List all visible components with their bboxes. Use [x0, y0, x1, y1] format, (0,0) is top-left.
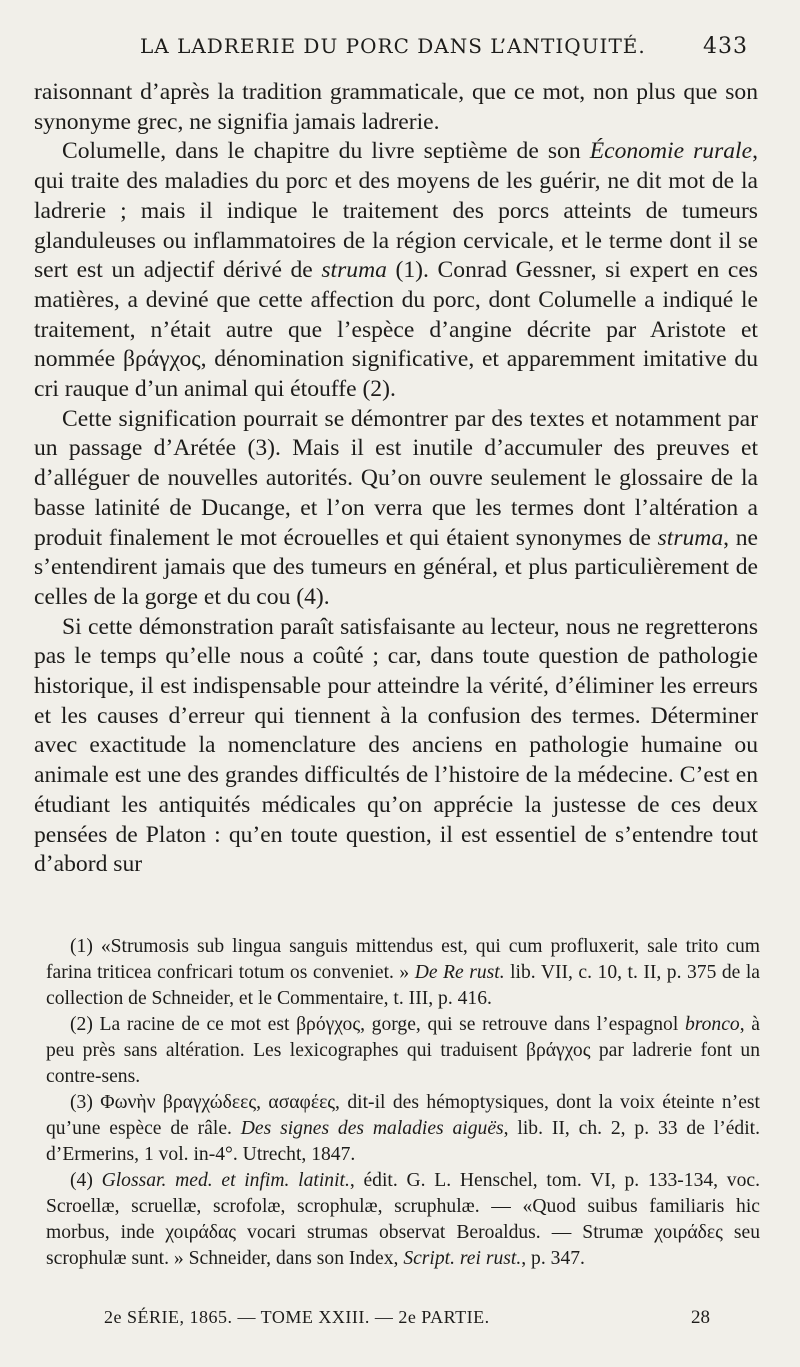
- text-run: lib. VII, c. 10, t. II, p. 375 de la collection de Schneider, et le Commentaire, t. III, p. 416.: [46, 962, 760, 1009]
- paragraph: [34, 137, 758, 404]
- italic-text: Des signes des maladies aiguës: [240, 1118, 504, 1139]
- text-run: , édit. G. L. Henschel, tom. VI, p. 133-134, voc. Scroellæ, scruellæ, scrofolæ, scrophulæ, scruphulæ. — «Quod suibus familiaris hic morbus, inde χοιράδας vocari strumas observat Beroaldus. — Strumæ χοιράδες seu scrophulæ sunt. » Schneider, dans son Index,: [46, 1170, 761, 1269]
- italic-text: Script. rei rust.: [403, 1248, 522, 1269]
- text-run: , p. 347.: [521, 1248, 585, 1269]
- text-run: (1). Conrad Gessner, si expert en ces matières, a deviné que cette affection du porc, dont Columelle a indiqué le traitement, n’était autre que l’espèce d’angine décrite par Aristote et nommée βράγχος, dénomination significative, et apparemment imitative du cri rauque d’un animal qui étouffe (2).: [34, 257, 758, 403]
- paragraph: [34, 78, 758, 137]
- page-footer: [104, 1307, 710, 1335]
- text-run: raisonnant d’après la tradition grammaticale, que ce mot, non plus que son synonyme grec, ne signifia jamais ladrerie.: [34, 79, 758, 135]
- italic-text: Glossar. med. et infim. latinit.: [101, 1170, 350, 1191]
- italic-text: Économie rurale: [589, 138, 753, 165]
- page-number: 433: [703, 34, 748, 59]
- series-line: 2e SÉRIE, 1865. — TOME XXIII. — 2e PARTIE.: [104, 1307, 490, 1327]
- footnote: [46, 1090, 760, 1168]
- paragraph: [34, 405, 758, 613]
- italic-text: De Re rust.: [414, 962, 505, 983]
- main-text: [34, 78, 758, 880]
- italic-text: struma: [657, 524, 724, 551]
- italic-text: bronco: [684, 1014, 740, 1035]
- text-run: (1) «Strumosis sub lingua sanguis mittendus est, qui cum profluxerit, sale trito cum farina triticea confricari totum os conveniet. »: [46, 936, 760, 983]
- text-run: , ne s’entendirent jamais que des tumeurs en général, et plus particulièrement de celles de la gorge et du cou (4).: [34, 524, 758, 610]
- text-run: , lib. II, ch. 2, p. 33 de l’édit. d’Ermerins, 1 vol. in-4°. Utrecht, 1847.: [46, 1118, 761, 1165]
- text-run: Columelle, dans le chapitre du livre septième de son: [62, 138, 590, 165]
- footnote: [46, 1168, 760, 1272]
- footnote: [46, 1012, 760, 1090]
- text-run: (3) Φωνὴν βραγχώδεες, ασαφέες, dit-il des hémoptysiques, dont la voix éteinte n’est qu’une espèce de râle.: [46, 1092, 760, 1139]
- footnotes: [46, 934, 760, 1272]
- running-header: [140, 34, 748, 68]
- paragraph: [34, 613, 758, 880]
- text-run: Si cette démonstration paraît satisfaisante au lecteur, nous ne regretterons pas le temps qu’elle nous a coûté ; car, dans toute question de pathologie historique, il est indispensable pour atteindre la vérité, d’éliminer les erreurs et les causes d’erreur qui tiennent à la confusion des termes. Déterminer avec exactitude la nomenclature des anciens en pathologie humaine ou animale est une des grandes difficultés de l’histoire de la médecine. C’est en étudiant les antiquités médicales qu’on apprécie la justesse de ces deux pensées de Platon : qu’en toute question, il est essentiel de s’entendre tout d’abord sur: [34, 613, 758, 878]
- italic-text: struma: [321, 257, 387, 284]
- text-run: Cette signification pourrait se démontrer par des textes et notamment par un passage d’Arétée (3). Mais il est inutile d’accumuler des preuves et d’alléguer de nouvelles autorités. Qu’on ouvre seulement le glossaire de la basse latinité de Ducange, et l’on verra que les termes dont l’altération a produit finalement le mot écrouelles et qui étaient synonymes de: [34, 405, 758, 551]
- text-run: (4): [70, 1170, 102, 1191]
- text-run: (2) La racine de ce mot est βρόγχος, gorge, qui se retrouve dans l’espagnol: [70, 1014, 685, 1035]
- footnote: [46, 934, 760, 1012]
- text-run: , à peu près sans altération. Les lexicographes qui traduisent βράγχος par ladrerie font un contre-sens.: [46, 1014, 760, 1087]
- text-run: , qui traite des maladies du porc et des moyens de les guérir, ne dit mot de la ladrerie ; mais il indique le traitement des porcs atteints de tumeurs glanduleuses ou inflammatoires de la région cervicale, et le terme dont il se sert est un adjectif dérivé de: [34, 138, 758, 284]
- sheet-number: 28: [691, 1307, 710, 1328]
- running-title: LA LADRERIE DU PORC DANS L’ANTIQUITÉ.: [140, 34, 646, 58]
